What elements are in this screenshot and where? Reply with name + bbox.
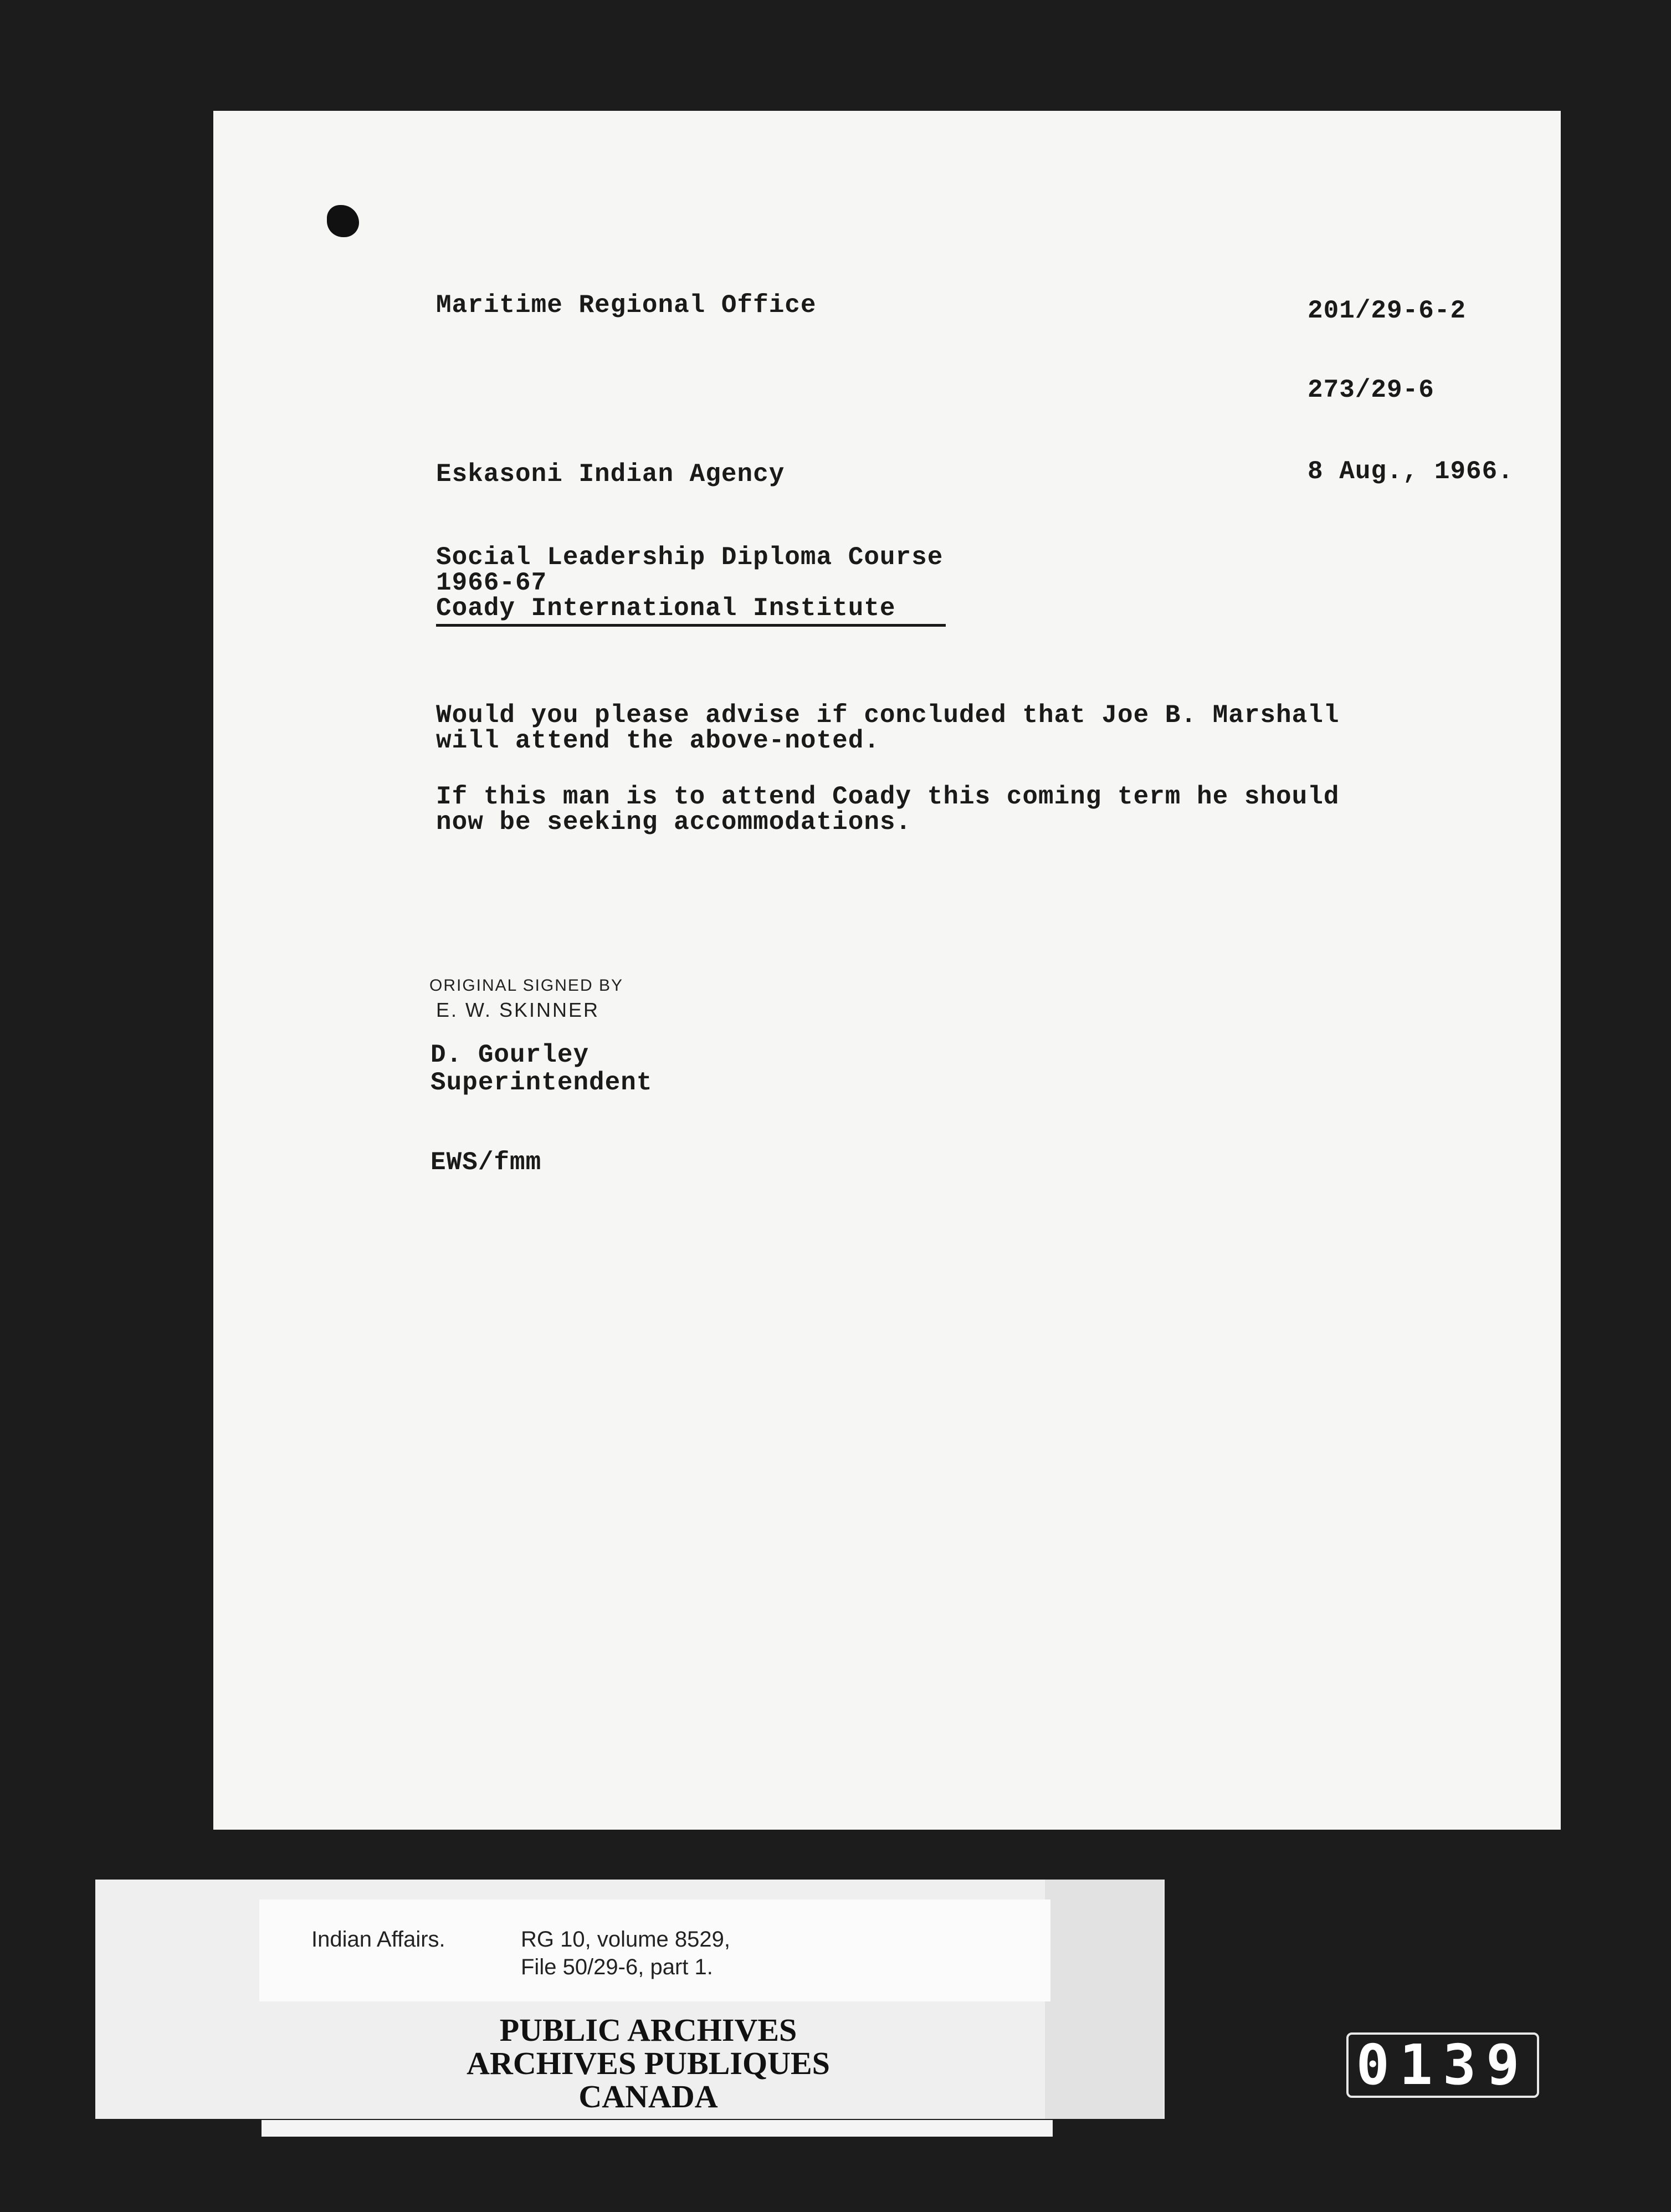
file-reference-1: 201/29-6-2 <box>1308 296 1467 325</box>
archives-line-1: PUBLIC ARCHIVES <box>499 2012 797 2048</box>
to-agency: Eskasoni Indian Agency <box>436 460 785 489</box>
archives-line-2: ARCHIVES PUBLIQUES <box>467 2045 830 2081</box>
from-office: Maritime Regional Office <box>436 291 817 320</box>
file-reference: File 50/29-6, part 1. <box>521 1955 713 1979</box>
record-group-reference: RG 10, volume 8529, <box>521 1927 730 1952</box>
archive-label-band-edge <box>1045 1880 1163 2119</box>
body-line-4: now be seeking accommodations. <box>436 808 912 837</box>
punch-hole-mark <box>327 205 359 237</box>
document-page <box>213 111 1561 1830</box>
original-signed-stamp: ORIGINAL SIGNED BY <box>429 976 623 995</box>
body-line-3: If this man is to attend Coady this coming term he should <box>436 782 1340 811</box>
body-line-2: will attend the above-noted. <box>436 726 880 755</box>
body-line-1: Would you please advise if concluded that Joe B. Marshall <box>436 701 1340 730</box>
signatory-name: D. Gourley <box>430 1041 590 1069</box>
frame-counter: 0139 <box>1346 2032 1539 2098</box>
subject-line-2: 1966-67 <box>436 569 547 597</box>
signatory-title: Superintendent <box>430 1068 653 1097</box>
letter-date: 8 Aug., 1966. <box>1308 457 1514 486</box>
subject-line-1: Social Leadership Diploma Course <box>436 543 944 572</box>
archive-reference-card <box>259 1899 1050 2001</box>
file-reference-2: 273/29-6 <box>1308 376 1434 404</box>
department-label: Indian Affairs. <box>311 1927 445 1952</box>
label-bottom-strip <box>262 2120 1053 2137</box>
archives-line-3: CANADA <box>578 2078 718 2114</box>
subject-underline <box>436 624 946 627</box>
signer-stamp: E. W. SKINNER <box>436 999 600 1021</box>
subject-line-3: Coady International Institute <box>436 594 896 623</box>
reference-initials: EWS/fmm <box>430 1148 542 1177</box>
archives-stamp <box>266 2014 1031 2113</box>
